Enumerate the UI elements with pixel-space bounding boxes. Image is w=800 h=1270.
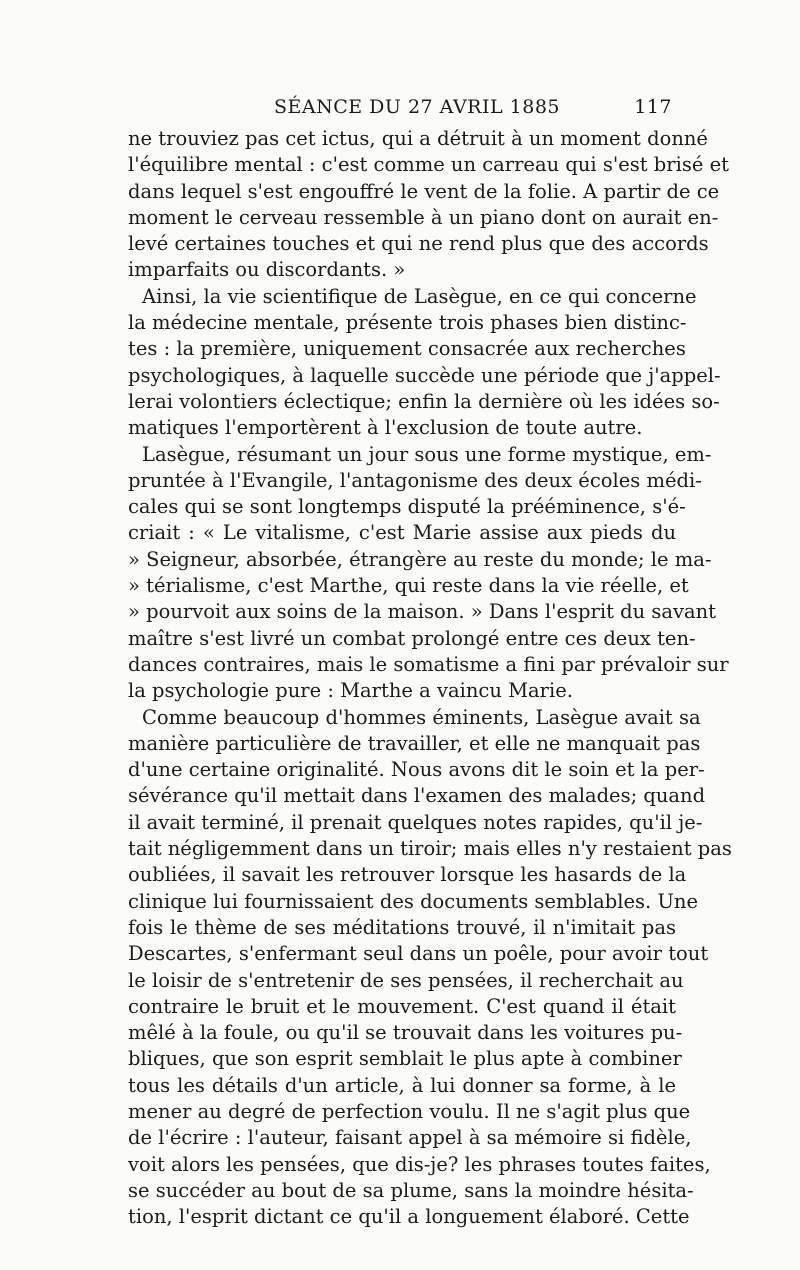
- text-line: tes : la première, uniquement consacrée aux recherches: [128, 337, 686, 361]
- text-line: cales qui se sont longtemps disputé la prééminence, s'é-: [128, 495, 686, 519]
- text-line: la psychologie pure : Marthe a vaincu Marie.: [128, 679, 573, 703]
- text-line: maître s'est livré un combat prolongé entre ces deux ten-: [128, 626, 696, 650]
- text-line: manière particulière de travailler, et elle ne manquait pas: [128, 731, 701, 755]
- text-line: psychologiques, à laquelle succède une période que j'appel-: [128, 363, 721, 387]
- running-title: SÉANCE DU 27 AVRIL 1885: [274, 96, 560, 118]
- text-line: matiques l'emportèrent à l'exclusion de toute autre.: [128, 416, 643, 440]
- text-line: tous les détails d'un article, à lui donner sa forme, à le: [128, 1073, 676, 1097]
- text-line: oubliées, il savait les retrouver lorsque les hasards de la: [128, 863, 687, 887]
- text-line: tait négligemment dans un tiroir; mais elles n'y restaient pas: [128, 837, 732, 861]
- text-line: se succéder au bout de sa plume, sans la moindre hésita-: [128, 1178, 694, 1202]
- body-text: [128, 126, 732, 1230]
- text-line: voit alors les pensées, que dis-je? les phrases toutes faites,: [128, 1152, 711, 1176]
- text-line: levé certaines touches et qui ne rend plus que des accords: [128, 232, 709, 256]
- text-line: criait : « Le vitalisme, c'est Marie assise aux pieds du: [128, 521, 676, 545]
- text-line: tion, l'esprit dictant ce qu'il a longuement élaboré. Cette: [128, 1205, 690, 1229]
- text-line: le loisir de s'entretenir de ses pensées, il recherchait au: [128, 968, 684, 992]
- text-line: clinique lui fournissaient des documents semblables. Une: [128, 889, 698, 913]
- text-line: » térialisme, c'est Marthe, qui reste dans la vie réelle, et: [128, 574, 689, 598]
- text-line: il avait terminé, il prenait quelques notes rapides, qu'il je-: [128, 810, 703, 834]
- text-line: Lasègue, résumant un jour sous une forme mystique, em-: [142, 442, 712, 466]
- text-line: Ainsi, la vie scientifique de Lasègue, en ce qui concerne: [142, 284, 697, 308]
- text-line: dances contraires, mais le somatisme a fini par prévaloir sur: [128, 652, 729, 676]
- text-line: la médecine mentale, présente trois phases bien distinc-: [128, 311, 687, 335]
- text-line: lerai volontiers éclectique; enfin la dernière où les idées so-: [128, 389, 720, 413]
- running-header: [128, 96, 672, 122]
- text-line: ne trouviez pas cet ictus, qui a détruit à un moment donné: [128, 127, 708, 150]
- text-line: l'équilibre mental : c'est comme un carreau qui s'est brisé et: [128, 153, 729, 177]
- text-line: dans lequel s'est engouffré le vent de la folie. A partir de ce: [128, 179, 720, 203]
- text-line: Descartes, s'enfermant seul dans un poêle, pour avoir tout: [128, 942, 709, 966]
- text-line: » pourvoit aux soins de la maison. » Dans l'esprit du savant: [128, 600, 717, 624]
- text-line: bliques, que son esprit semblait le plus apte à combiner: [128, 1047, 682, 1071]
- text-line: pruntée à l'Evangile, l'antagonisme des deux écoles médi-: [128, 468, 702, 492]
- text-line: sévérance qu'il mettait dans l'examen des malades; quand: [128, 784, 706, 808]
- text-line: d'une certaine originalité. Nous avons dit le soin et la per-: [128, 758, 705, 782]
- text-line: Comme beaucoup d'hommes éminents, Lasègue avait sa: [142, 705, 701, 729]
- text-line: moment le cerveau ressemble à un piano dont on aurait en-: [128, 205, 719, 229]
- text-line: » Seigneur, absorbée, étrangère au reste du monde; le ma-: [128, 547, 712, 571]
- text-line: fois le thème de ses méditations trouvé, il n'imitait pas: [128, 915, 676, 939]
- text-line: mêlé à la foule, ou qu'il se trouvait dans les voitures pu-: [128, 1021, 683, 1045]
- text-line: de l'écrire : l'auteur, faisant appel à sa mémoire si fidèle,: [128, 1126, 692, 1150]
- text-line: imparfaits ou discordants. »: [128, 258, 406, 282]
- page-number: 117: [634, 96, 672, 118]
- text-line: contraire le bruit et le mouvement. C'est quand il était: [128, 994, 676, 1018]
- text-line: mener au degré de perfection voulu. Il ne s'agit plus que: [128, 1099, 691, 1123]
